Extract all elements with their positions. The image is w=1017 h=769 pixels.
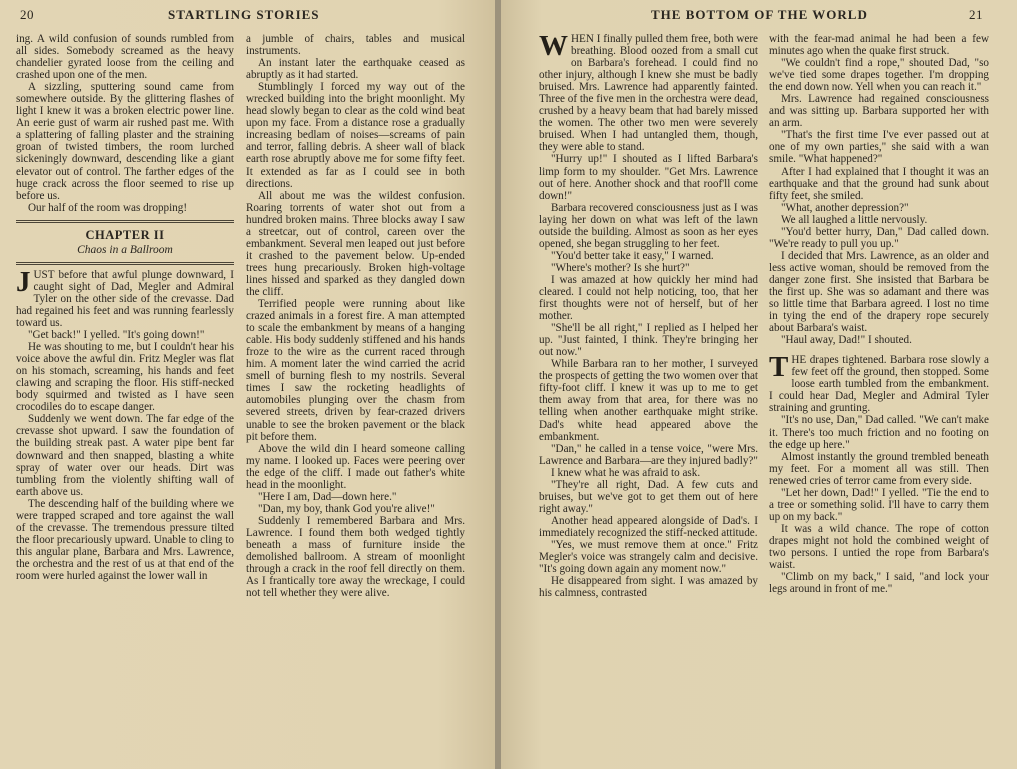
paragraph: "Let her down, Dad!" I yelled. "Tie the end to a tree or something solid. I'll have to carry them up on my back." [769,486,989,523]
paragraph: "Haul away, Dad!" I shouted. [781,334,912,347]
paragraph: "Hurry up!" I shouted as I lifted Barbara's limp form to my shoulder. "Get Mrs. Lawrence out of here. Another shock and that roof'll come down!" [539,153,758,202]
paragraph: The descending half of the building where we were trapped scraped and tore against the wall of the crevasse. The tremendous pressure tilted the floor precariously upward. Unable to cling to this angular plane, Barbara and Mrs. Lawrence, the orchestra and the rest of us at that end of the room were hurled against the lower wall in [16,497,234,582]
paragraph: Our half of the room was dropping! [28,201,188,214]
paragraph: A sizzling, sputtering sound came from somewhere outside. By the glittering flashes of light I knew it was a broken electric power line. An eerie gust of warm air rushed past me. With a splattering of falling plaster and the straining groan of twisted timbers, the room lurched sickeningly downward, descending like a giant elevator out of control. The farther edges of the huge crack across the floor seemed to rise up before us. [16,81,234,202]
paragraph: "It's no use, Dan," Dad called. "We can't make it. There's too much friction and no footing on the edge up here." [769,414,989,451]
chapter-rule-top [16,220,234,223]
paragraph: We all laughed a little nervously. [781,213,928,226]
paragraph: Suddenly I remembered Barbara and Mrs. Lawrence. I found them both wedged tightly beneath a mass of furniture inside the demolished ballroom. A stream of moonlight through a crack in the roof fell directly on them. As I frantically tore away the wreckage, I could not tell whether they were alive. [246,514,465,600]
paragraph: Mrs. Lawrence had regained consciousness and was sitting up. Barbara supported her with an arm. [769,93,989,130]
paragraph: "What, another depression?" [781,201,909,214]
paragraph: I was amazed at how quickly her mind had cleared. I could not help noticing, too, that her first thoughts were not of herself, but of her mother. [539,273,758,323]
paragraph-text: HE drapes tightened. Barbara rose slowly a few feet off the ground, then stopped. Some loose earth tumbled from the embankment. I could hear Dad, Megler and Admiral Tyler straining and grunting. [769,354,989,415]
paragraph: Terrified people were running about like crazed animals in a forest fire. A man attempted to scale the embankment by means of a hanging cable. His body suddenly stiffened and his hands froze to the wire as the current raced through him. A moment later the wind carried the acrid smell of burning flesh to my nostrils. Several times I saw the rocketing headlights of automobiles plunging over the chasm from severed streets, driven by fear-crazed drivers unable to see the broken pavement or the black pit before them. [246,298,465,443]
paragraph: "That's the first time I've ever passed out at one of my own parties," she said with a wan smile. "What happened?" [769,129,989,166]
right-page [501,0,1017,769]
paragraph: I decided that Mrs. Lawrence, as an older and less active woman, should be removed from the danger zone first. She insisted that Barbara be the first up. She was so adamant and there was so little time that Barbara agreed. I lost no time in tying the end of the drapery rope securely about Barbara's waist. [769,249,989,335]
paragraph: "Where's mother? Is she hurt?" [551,261,690,274]
paragraph-text: HEN I finally pulled them free, both were breathing. Blood oozed from a small cut on Barbara's forehead. I could find no other injury, although I knew she must be badly bruised. Mrs. Lawrence had apparently fainted. Three of the five men in the orchestra were dead, crushed by a heavy beam that had barely missed the women. The other two men were severely bruised. When I had untangled them, though, they were able to stand. [539,33,758,154]
paragraph: with the fear-mad animal he had been a few minutes ago when the quake first struck. [769,33,989,58]
paragraph: "You'd better take it easy," I warned. [551,249,714,262]
paragraph: He was shouting to me, but I couldn't hear his voice above the awful din. Fritz Megler was flat on his stomach, screaming, his hands and feet clawing and scraping the floor. His stiff-necked body squirmed and twisted as I have seen crocodiles do to escape danger. [16,341,234,414]
paragraph: Barbara recovered consciousness just as I was laying her down on what was left of the lawn outside the building. Almost as soon as her eyes opened, she began struggling to her feet. [539,201,758,250]
paragraph: "She'll be all right," I replied as I helped her up. "Just fainted, I think. They're bringing her out now." [539,322,758,359]
left-column-2 [246,33,465,745]
paragraph: ing. A wild confusion of sounds rumbled from all sides. Somebody screamed as the heavy chandelier gyrated loose from the ceiling and crashed upon one of the men. [16,33,234,82]
right-column-1 [539,33,758,745]
page-number: 21 [969,7,983,22]
page-number: 20 [20,7,34,22]
paragraph-dropcap [539,33,758,153]
paragraph: Stumblingly I forced my way out of the wrecked building into the bright moonlight. My head slowly began to clear as the cold wind beat upon my face. From a distance rose a gradually increasing bedlam of noises—screams of pain and terror, falling debris. A sheer wall of black earth rose abruptly above me for some fifty feet. It extended as far as I could see in both directions. [246,81,465,190]
chapter-rule-bottom [16,262,234,265]
drop-cap: J [16,265,31,298]
paragraph-dropcap [16,265,234,329]
paragraph: I knew what he was afraid to ask. [551,466,701,479]
paragraph: "They're all right, Dad. A few cuts and bruises, but we've got to get them out of here right away." [539,478,758,515]
paragraph: "We couldn't find a rope," shouted Dad, "so we've tied some drapes together. I'm dropping the end down now. Yell when you can reach it." [769,57,989,94]
paragraph: After I had explained that I thought it was an earthquake and that the ground had sunk about fifty feet, she smiled. [769,165,989,202]
paragraph: "Dan," he called in a tense voice, "were Mrs. Lawrence and Barbara—are they injured badly?" [539,442,758,467]
paragraph: While Barbara ran to her mother, I surveyed the prospects of getting the two women over that fifty-foot cliff. I knew it was up to me to get them away from that area, for there was no telling when another earthquake might strike. Dad's white head appeared above the embankment. [539,358,758,443]
paragraph: "Yes, we must remove them at once." Fritz Megler's voice was strangely calm and decisive. "It's going down again any moment now." [539,538,758,576]
drop-cap: T [769,351,789,384]
chapter-number: CHAPTER II [85,227,165,242]
paragraph: Suddenly we went down. The far edge of the crevasse shot upward. I saw the foundation of the building streak past. A water pipe bent far downward and then snapped, blasting a white spray of water over our heads. Dirt was tumbling from the violently shifting wall of earth above us. [16,413,234,498]
paragraph: Above the wild din I heard someone calling my name. I looked up. Faces were peering over the edge of the cliff. I made out father's white head in the moonlight. [246,442,465,491]
paragraph: Almost instantly the ground trembled beneath my feet. For a moment all was still. Then renewed cries of terror came from every side. [769,450,989,487]
paragraph-dropcap [769,351,989,415]
paragraph: "Here I am, Dad—down here." [258,490,397,503]
paragraph: a jumble of chairs, tables and musical instruments. [246,33,465,58]
right-page-header [501,7,1017,25]
paragraph: "Get back!" I yelled. "It's going down!" [28,329,205,342]
paragraph: "You'd better hurry, Dan," Dad called down. "We're ready to pull you up." [769,225,989,250]
paragraph: An instant later the earthquake ceased as abruptly as it had started. [246,57,465,82]
chapter-heading [16,229,234,256]
running-head: STARTLING STORIES [168,7,320,22]
paragraph-text: UST before that awful plunge downward, I caught sight of Dad, Megler and Admiral Tyler on the other side of the crevasse. Dad had regained his feet and was running fearlessly toward us. [16,268,234,329]
right-column-2 [769,33,989,745]
left-page [0,0,497,769]
paragraph: All about me was the wildest confusion. Roaring torrents of water shot out from a hundred broken mains. Three blocks away I saw a streetcar, out of control, careen over the embankment. Several men leaped out just before it crashed to the pavement below. Up-ended trees hung precariously. Broken high-voltage lines hissed and sparked as they dangled down the cliff. [246,189,465,298]
paragraph: "Dan, my boy, thank God you're alive!" [258,502,435,515]
paragraph: It was a wild chance. The rope of cotton drapes might not hold the combined weight of two persons. I untied the rope from Barbara's waist. [769,522,989,572]
left-page-header [0,7,497,25]
running-head: THE BOTTOM OF THE WORLD [651,7,868,22]
paragraph: "Climb on my back," I said, "and lock your legs around in front of me." [769,571,989,596]
chapter-title: Chaos in a Ballroom [77,243,173,256]
left-column-1 [16,33,234,745]
paragraph: He disappeared from sight. I was amazed by his calmness, contrasted [539,575,758,600]
paragraph: Another head appeared alongside of Dad's. I immediately recognized the stiff-necked attitude. [539,514,758,539]
drop-cap: W [539,33,568,62]
